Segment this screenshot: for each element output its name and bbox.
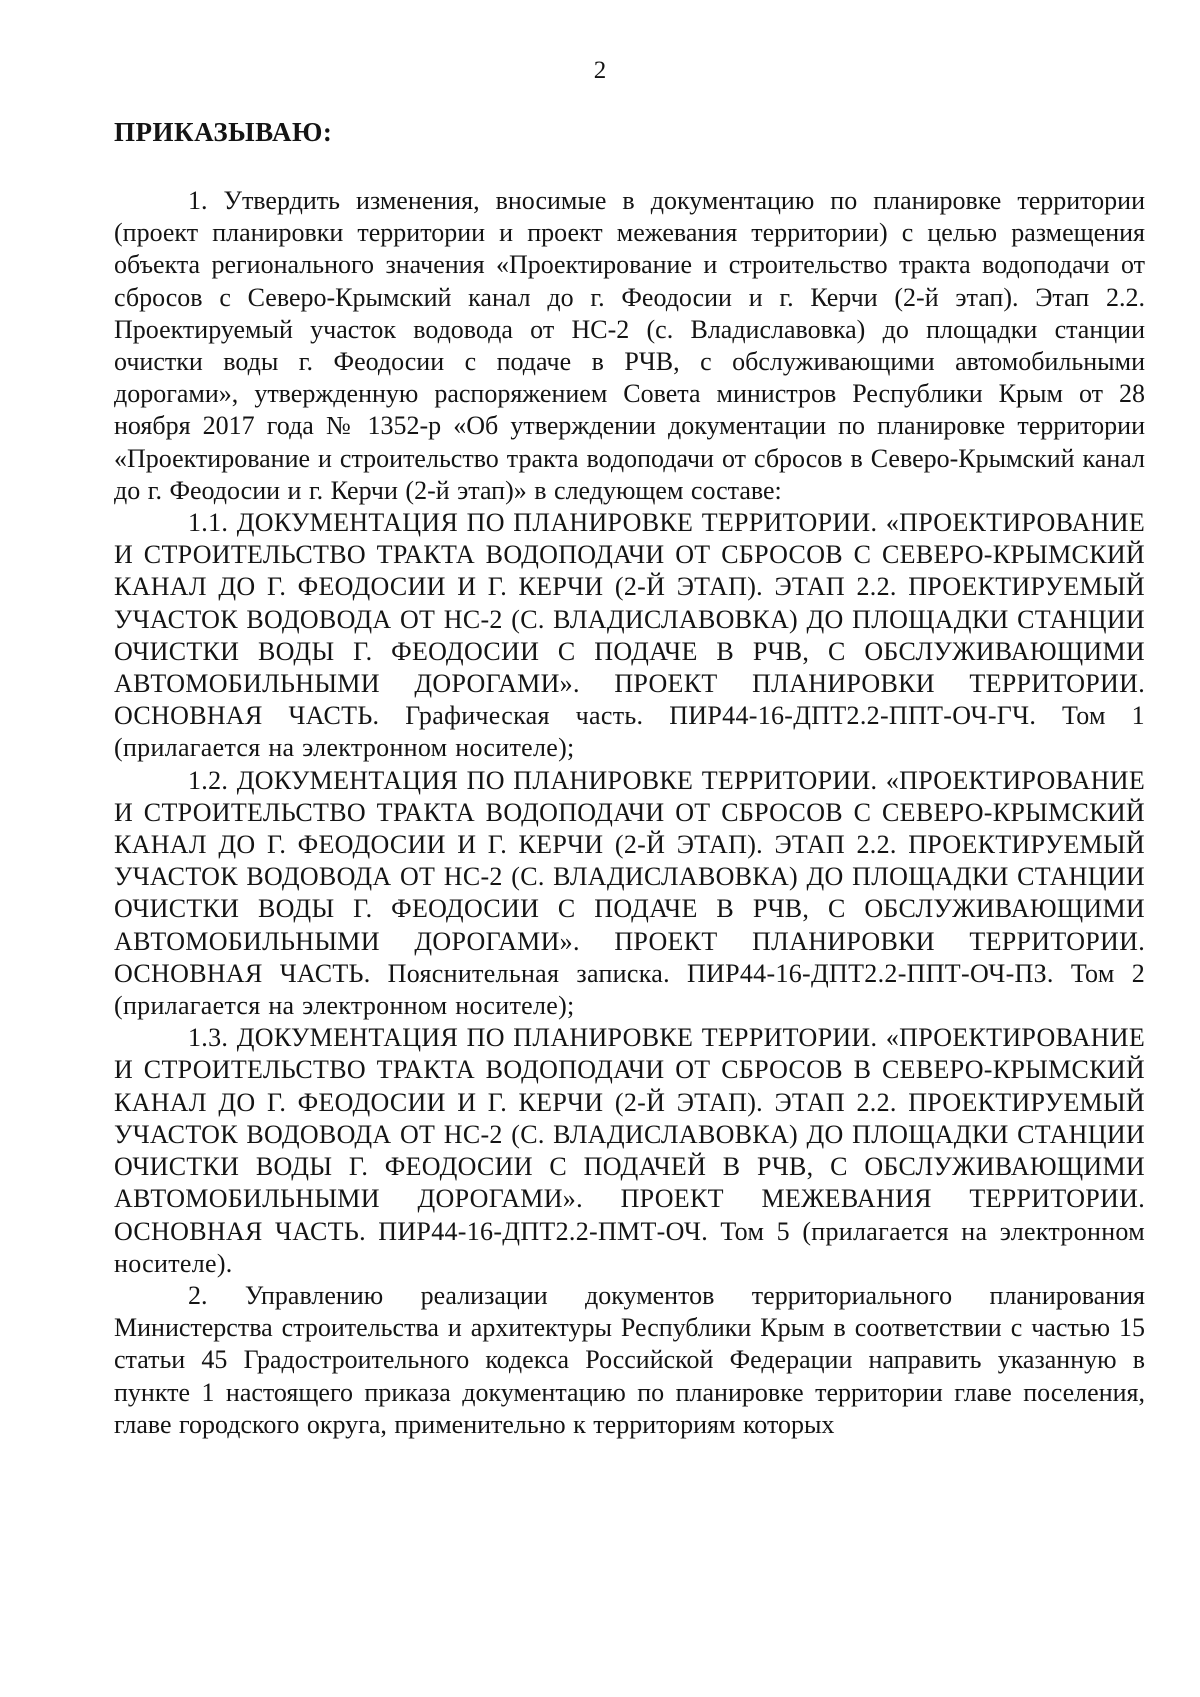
document-body (114, 185, 1145, 1441)
paragraph-item-1-1: 1.1. ДОКУМЕНТАЦИЯ ПО ПЛАНИРОВКЕ ТЕРРИТОРИИ. «ПРОЕКТИРОВАНИЕ И СТРОИТЕЛЬСТВО ТРАКТА ВОДОПОДАЧИ ОТ СБРОСОВ С СЕВЕРО-КРЫМСКИЙ КАНАЛ ДО Г. ФЕОДОСИИ И Г. КЕРЧИ (2-Й ЭТАП). ЭТАП 2.2. ПРОЕКТИРУЕМЫЙ УЧАСТОК ВОДОВОДА ОТ НС-2 (С. ВЛАДИСЛАВОВКА) ДО ПЛОЩАДКИ СТАНЦИИ ОЧИСТКИ ВОДЫ Г. ФЕОДОСИИ С ПОДАЧЕ В РЧВ, С ОБСЛУЖИВАЮЩИМИ АВТОМОБИЛЬНЫМИ ДОРОГАМИ». ПРОЕКТ ПЛАНИРОВКИ ТЕРРИТОРИИ. ОСНОВНАЯ ЧАСТЬ. Графическая часть. ПИР44-16-ДПТ2.2-ППТ-ОЧ-ГЧ. Том 1 (прилагается на электронном носителе); (114, 508, 1145, 763)
paragraph-item-1: 1. Утвердить изменения, вносимые в документацию по планировке территории (проект планировки территории и проект межевания территории) с целью размещения объекта регионального значения «Проектирование и строительство тракта водоподачи от сбросов с Северо-Крымский канал до г. Феодосии и г. Керчи (2-й этап). Этап 2.2. Проектируемый участок водовода от НС-2 (с. Владиславовка) до площадки станции очистки воды г. Феодосии с подаче в РЧВ, с обслуживающими автомобильными дорогами», утвержденную распоряжением Совета министров Республики Крым от 28 ноября 2017 года № 1352-р «Об утверждении документации по планировке территории «Проектирование и строительство тракта водоподачи от сбросов в Северо-Крымский канал до г. Феодосии и г. Керчи (2-й этап)» в следующем составе: (114, 186, 1145, 505)
paragraph-item-1-2: 1.2. ДОКУМЕНТАЦИЯ ПО ПЛАНИРОВКЕ ТЕРРИТОРИИ. «ПРОЕКТИРОВАНИЕ И СТРОИТЕЛЬСТВО ТРАКТА ВОДОПОДАЧИ ОТ СБРОСОВ С СЕВЕРО-КРЫМСКИЙ КАНАЛ ДО Г. ФЕОДОСИИ И Г. КЕРЧИ (2-Й ЭТАП). ЭТАП 2.2. ПРОЕКТИРУЕМЫЙ УЧАСТОК ВОДОВОДА ОТ НС-2 (С. ВЛАДИСЛАВОВКА) ДО ПЛОЩАДКИ СТАНЦИИ ОЧИСТКИ ВОДЫ Г. ФЕОДОСИИ С ПОДАЧЕ В РЧВ, С ОБСЛУЖИВАЮЩИМИ АВТОМОБИЛЬНЫМИ ДОРОГАМИ». ПРОЕКТ ПЛАНИРОВКИ ТЕРРИТОРИИ. ОСНОВНАЯ ЧАСТЬ. Пояснительная записка. ПИР44-16-ДПТ2.2-ППТ-ОЧ-ПЗ. Том 2 (прилагается на электронном носителе); (114, 765, 1145, 1021)
paragraph-item-2: 2. Управлению реализации документов территориального планирования Министерства строительства и архитектуры Республики Крым в соответствии с частью 15 статьи 45 Градостроительного кодекса Российской Федерации направить указанную в пункте 1 настоящего приказа документацию по планировке территории главе поселения, главе городского округа, применительно к территориям которых (114, 1280, 1145, 1439)
order-heading: ПРИКАЗЫВАЮ: (114, 117, 333, 147)
page-number: 2 (593, 57, 607, 84)
paragraph-item-1-3: 1.3. ДОКУМЕНТАЦИЯ ПО ПЛАНИРОВКЕ ТЕРРИТОРИИ. «ПРОЕКТИРОВАНИЕ И СТРОИТЕЛЬСТВО ТРАКТА ВОДОПОДАЧИ ОТ СБРОСОВ В СЕВЕРО-КРЫМСКИЙ КАНАЛ ДО Г. ФЕОДОСИИ И Г. КЕРЧИ (2-Й ЭТАП). ЭТАП 2.2. ПРОЕКТИРУЕМЫЙ УЧАСТОК ВОДОВОДА ОТ НС-2 (С. ВЛАДИСЛАВОВКА) ДО ПЛОЩАДКИ СТАНЦИИ ОЧИСТКИ ВОДЫ Г. ФЕОДОСИИ С ПОДАЧЕЙ В РЧВ, С ОБСЛУЖИВАЮЩИМИ АВТОМОБИЛЬНЫМИ ДОРОГАМИ». ПРОЕКТ МЕЖЕВАНИЯ ТЕРРИТОРИИ. ОСНОВНАЯ ЧАСТЬ. ПИР44-16-ДПТ2.2-ПМТ-ОЧ. Том 5 (прилагается на электронном носителе). (114, 1023, 1145, 1278)
